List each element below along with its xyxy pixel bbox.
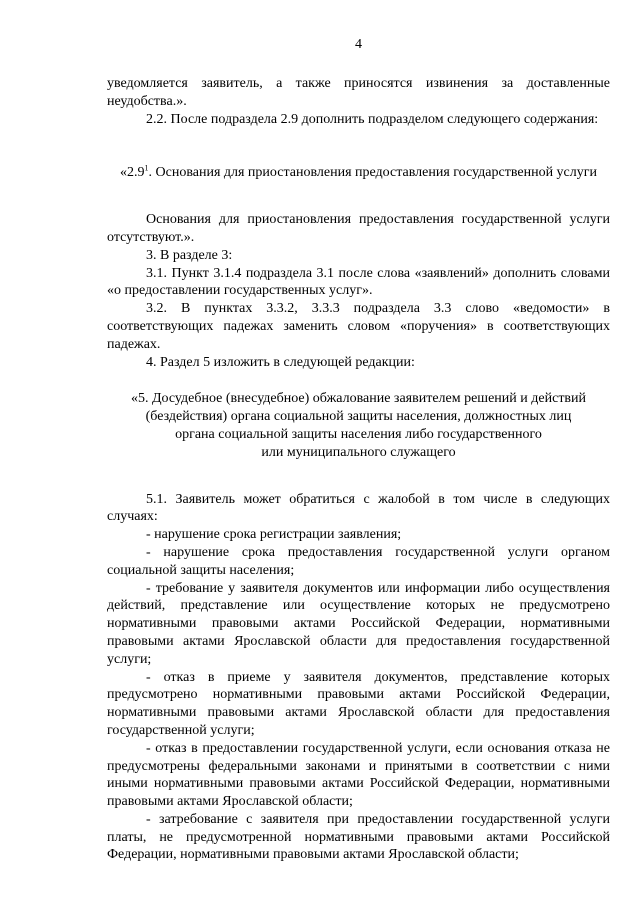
paragraph-3-2: 3.2. В пунктах 3.3.2, 3.3.3 подраздела 3.3 слово «ведомости» в соответствующих падежах заменить словом «поручения» в соответствующих падежах. <box>107 301 610 352</box>
spacer <box>107 462 610 491</box>
heading-2-9-rest: . Основания для приостановления предоставления государственной услуги <box>148 165 597 181</box>
list-item: - нарушение срока предоставления государственной услуги органом социальной защиты населения; <box>107 544 610 578</box>
list-item: - требование у заявителя документов или информации либо осуществления действий, представление или осуществление которых не предусмотрено нормативными правовыми актами Российской Федерации, нормативными правовыми актами Ярославской области для предоставления государственной услуги; <box>107 580 610 667</box>
document-page <box>107 36 610 864</box>
list-item: - нарушение срока регистрации заявления; <box>146 527 402 543</box>
spacer <box>107 371 610 390</box>
heading-5-line-1: «5. Досудебное (внесудебное) обжалование заявителем решений и действий <box>130 391 587 407</box>
heading-5-line-4: или муниципального служащего <box>261 444 456 460</box>
paragraph-4: 4. Раздел 5 изложить в следующей редакции: <box>146 354 415 370</box>
paragraph-5-1: 5.1. Заявитель может обратиться с жалобой в том числе в следующих случаях: <box>107 491 610 525</box>
heading-section-5 <box>107 390 610 461</box>
heading-2-9-prefix: «2.9 <box>120 165 145 181</box>
list-item: - затребование с заявителя при предоставлении государственной услуги платы, не предусмотренной нормативными правовыми актами Российской Федерации, нормативными правовыми актами Ярославской области; <box>107 811 610 863</box>
list-item: - отказ в приеме у заявителя документов, представление которых предусмотрено нормативными правовыми актами Российской Федерации, нормативными правовыми актами Ярославской области для предоставления государственной услуги; <box>107 669 610 738</box>
paragraph-notification-end: уведомляется заявитель, а также приносятся извинения за доставленные неудобства.». <box>107 76 610 109</box>
page-number: 4 <box>355 37 362 52</box>
heading-5-line-2: (бездействия) органа социальной защиты населения, должностных лиц <box>145 409 572 425</box>
heading-section-2-9 <box>107 164 610 182</box>
spacer <box>107 182 610 211</box>
paragraph-grounds-absent: Основания для приостановления предоставления государственной услуги отсутствуют.». <box>107 212 610 245</box>
list-item: - отказ в предоставлении государственной услуги, если основания отказа не предусмотрены федеральными законами и принятыми в соответствии с ними иными нормативными правовыми актами Российской Федерации, нормативными правовыми актами Ярославской области; <box>107 740 610 810</box>
heading-5-line-3: органа социальной защиты населения либо государственного <box>175 426 542 442</box>
spacer <box>107 128 610 164</box>
paragraph-3: 3. В разделе 3: <box>146 247 233 263</box>
heading-2-9-superscript: 1 <box>144 163 149 173</box>
paragraph-2-2: 2.2. После подраздела 2.9 дополнить подразделом следующего содержания: <box>146 111 599 127</box>
paragraph-3-1: 3.1. Пункт 3.1.4 подраздела 3.1 после слова «заявлений» дополнить словами «о предоставлении государственных услуг». <box>107 265 610 299</box>
